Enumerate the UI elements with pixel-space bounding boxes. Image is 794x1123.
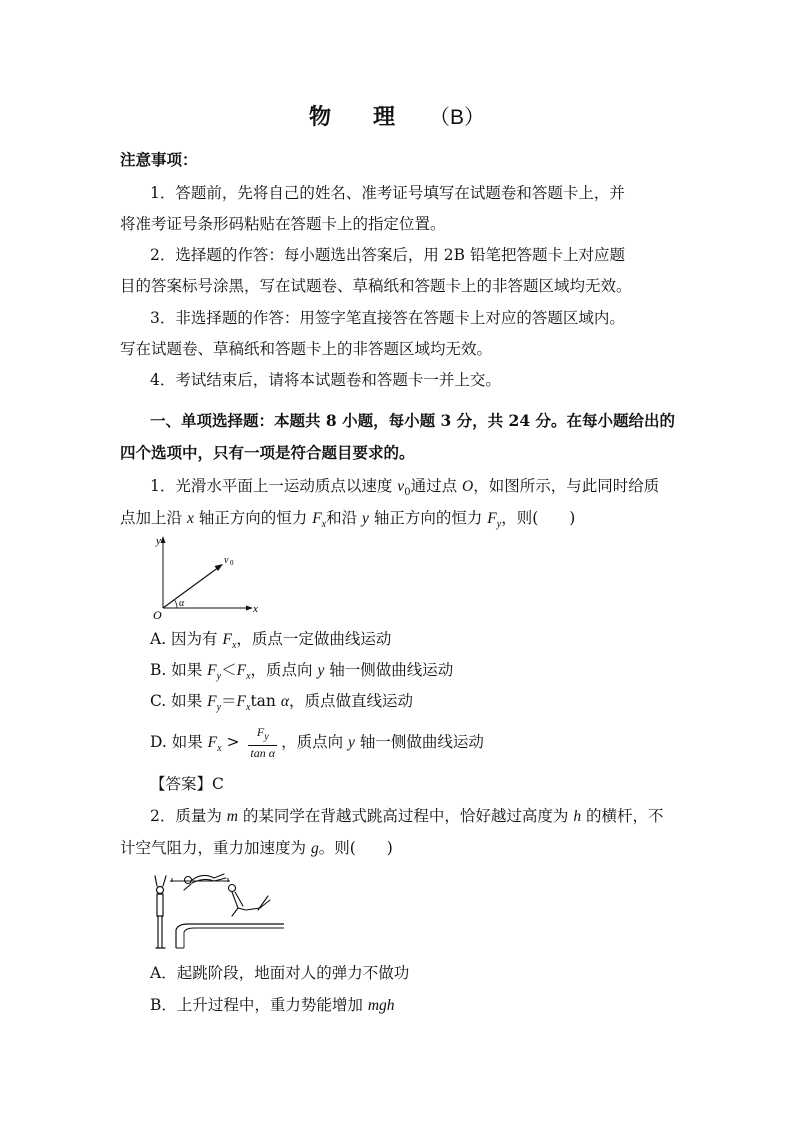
q1-stem-line2: 点加上沿 x 轴正方向的恒力 $F_x$和沿 y 轴正方向的恒力 $F_y$，则( ) [120, 509, 576, 531]
notice-item1-line1: 1．答题前，先将自己的姓名、准考证号填写在试题卷和答题卡上，并 [150, 184, 625, 202]
section1-heading-line2: 四个选项中，只有一项是符合题目要求的。 [120, 443, 415, 462]
velocity-vector [163, 567, 219, 608]
q2-stem-line2: 计空气阻力，重力加速度为 g。则( ) [120, 839, 393, 857]
v0-subscript: 0 [230, 559, 234, 567]
q1-stem-line1: 1．光滑水平面上一运动质点以速度 $v_0$通过点 O，如图所示，与此同时给质 [150, 477, 660, 499]
q2-option-b: B．上升过程中，重力势能增加 mgh [150, 996, 395, 1014]
q1-option-c: C. 如果 $F_y=F_x\tan$ α，质点做直线运动 [150, 692, 413, 714]
alpha-label: α [179, 598, 185, 609]
q1-option-d: D. 如果 $F_x$ > $\frac{F_y}{\text{tan α}}$ ，质点向 y 轴一侧做曲线运动 [150, 725, 484, 760]
title-char-1: 物 [308, 104, 331, 130]
landing-jumper-figure [229, 885, 271, 917]
notice-item1-line2: 将准考证号条形码粘贴在答题卡上的指定位置。 [120, 215, 446, 233]
q1-option-a: A. 因为有 $F_x$，质点一定做曲线运动 [150, 630, 392, 652]
x-axis-arrow [246, 606, 253, 611]
origin-label: O [153, 608, 162, 622]
angle-arc [174, 600, 177, 608]
q1-velocity-diagram [145, 532, 265, 622]
standing-jumper-figure [155, 876, 166, 948]
arching-jumper-figure [184, 874, 226, 890]
notice-item3-line1: 3．非选择题的作答：用签字笔直接答在答题卡上对应的答题区域内。 [150, 309, 625, 327]
q2-option-a: A．起跳阶段，地面对人的弹力不做功 [150, 964, 410, 982]
q1-answer: 【答案】C [150, 775, 224, 793]
notice-item3-line2: 写在试题卷、草稿纸和答题卡上的非答题区域均无效。 [120, 340, 493, 358]
page-title [0, 100, 794, 131]
notice-heading: 注意事项： [120, 150, 198, 169]
y-axis-label: y [156, 535, 161, 547]
high-jump-illustration [148, 868, 288, 958]
x-axis-label: x [253, 603, 258, 615]
title-char-2: 理 [372, 104, 395, 130]
v0-label: v [224, 555, 229, 566]
notice-item2-line1: 2．选择题的作答：每小题选出答案后，用 2B 铅笔把答题卡上对应题 [150, 246, 625, 264]
notice-item4: 4．考试结束后，请将本试题卷和答题卡一并上交。 [150, 371, 501, 389]
q1-option-b: B. 如果 $F_y<F_x$，质点向 y 轴一侧做曲线运动 [150, 661, 454, 683]
q2-stem-line1: 2．质量为 m 的某同学在背越式跳高过程中，恰好越过高度为 h 的横杆，不 [150, 807, 664, 825]
section1-heading-line1: 一、单项选择题：本题共 8 小题，每小题 3 分，共 24 分。在每小题给出的 [150, 411, 676, 430]
title-version: （B） [429, 106, 486, 129]
notice-item2-line2: 目的答案标号涂黑，写在试题卷、草稿纸和答题卡上的非答题区域均无效。 [120, 277, 632, 295]
fraction-fy-over-tan: $\frac{F_y}{\text{tan α}}$ [250, 725, 276, 760]
y-axis-arrow [161, 536, 166, 543]
